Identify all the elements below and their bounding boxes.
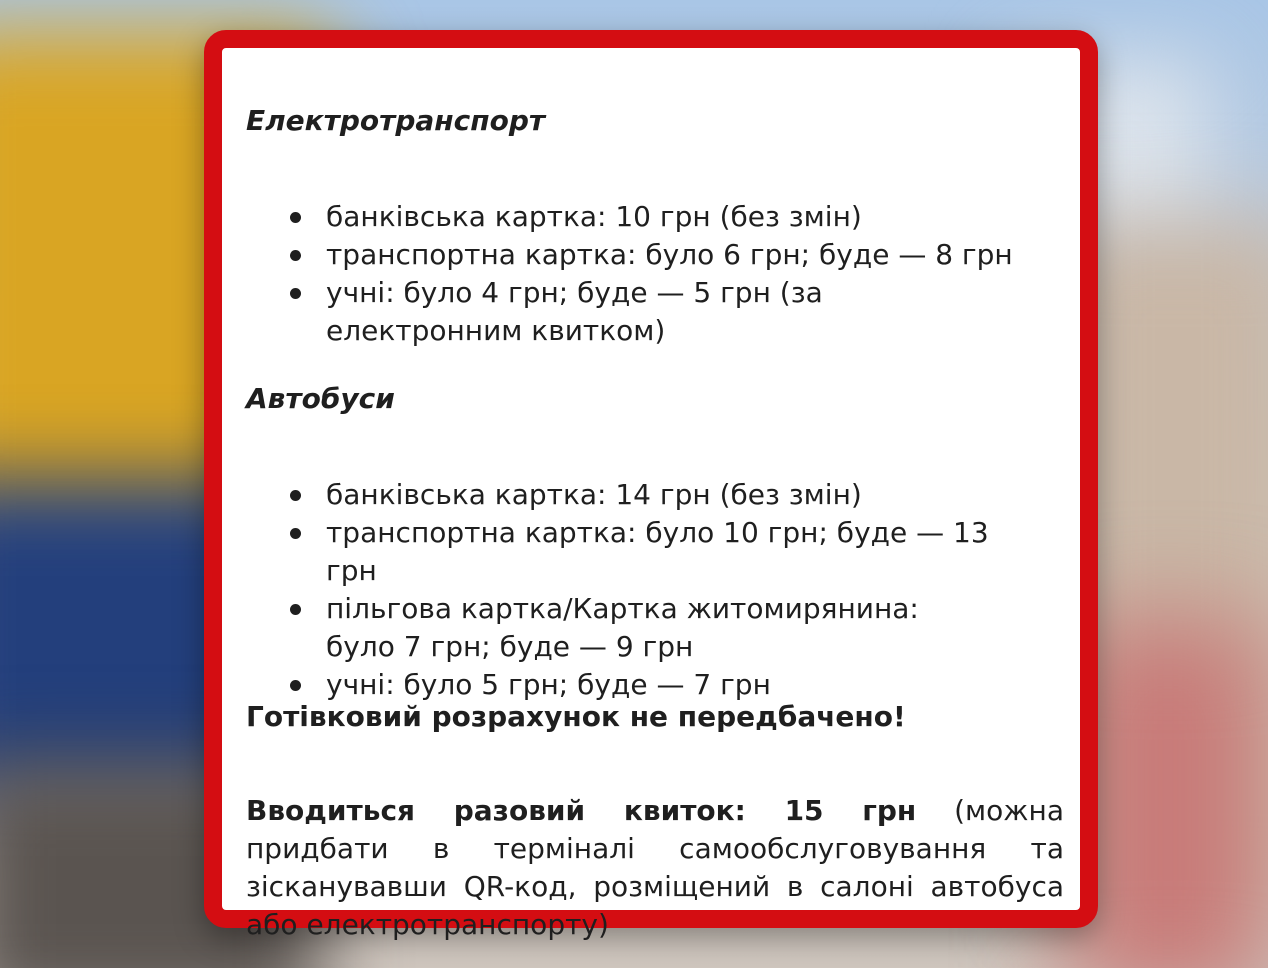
list-item: банківська картка: 10 грн (без змін) — [246, 198, 1046, 236]
list-item: пільгова картка/Картка житомирянина: було 7 грн; буде — 9 грн — [246, 590, 966, 666]
electro-fare-list — [246, 198, 1046, 350]
single-ticket-details: (можна придбати в терміналі самообслуговування та зісканувавши QR-код, розміщений в салоні автобуса або електротранспорту) — [246, 794, 1064, 941]
single-ticket-bold: Вводиться разовий квиток: 15 грн — [246, 794, 917, 827]
bus-fare-list — [246, 476, 1046, 704]
section-title-buses: Автобуси — [246, 382, 395, 415]
cash-payment-note: Готівковий розрахунок не передбачено! — [246, 700, 906, 733]
single-ticket-paragraph — [246, 792, 1064, 944]
section-title-electro: Електротранспорт — [246, 104, 546, 137]
list-item: учні: було 4 грн; буде — 5 грн (за електронним квитком) — [246, 274, 906, 350]
list-item: транспортна картка: було 10 грн; буде — 13 грн — [246, 514, 1046, 590]
list-item: учні: було 5 грн; буде — 7 грн — [246, 666, 1046, 704]
list-item: транспортна картка: було 6 грн; буде — 8 грн — [246, 236, 1046, 274]
list-item: банківська картка: 14 грн (без змін) — [246, 476, 1046, 514]
fare-info-card — [204, 30, 1098, 941]
